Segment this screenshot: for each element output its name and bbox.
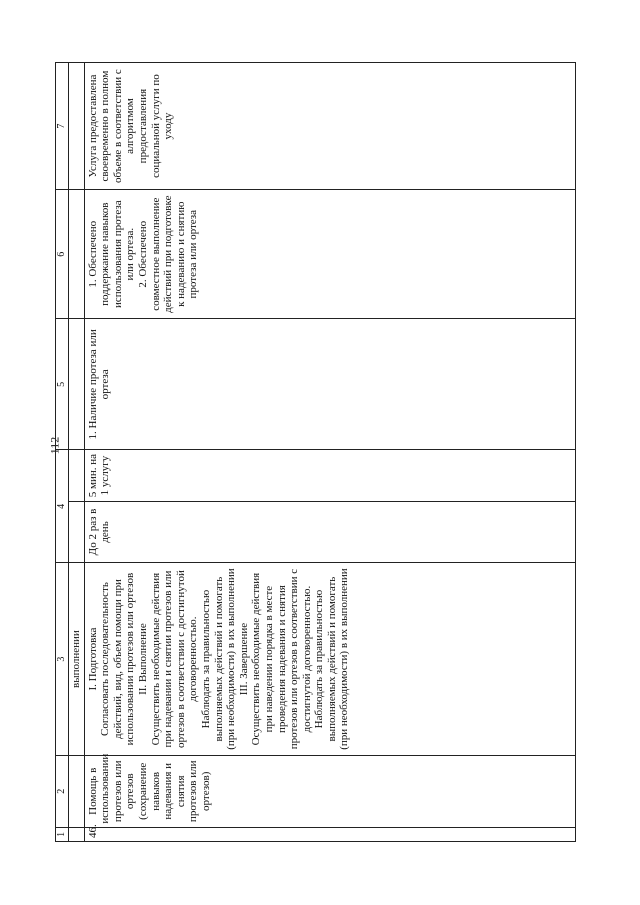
continuation-row [69,63,85,842]
column-number-6: 6 [56,190,69,319]
rotated-table-container [55,62,585,842]
duration-cell: 5 мин. на 1 услугу [84,450,575,501]
quality-cell: Услуга предоставлена своевременно в полном объеме в соответствии с алгоритмом предоставления социальной услуги по уходу [84,63,575,190]
column-number-3: 3 [56,563,69,756]
column-number-2: 2 [56,755,69,827]
continuation-text: выполнении [69,563,85,756]
column-number-row [56,63,69,842]
service-table [55,62,576,842]
row-number: 46. [84,827,575,841]
page-number: 112 [47,436,62,455]
service-name-cell: Помощь в использовании протезов или ортезов (сохранение навыков надевания и снятия протезов или ортезов) [84,755,575,827]
column-number-7: 7 [56,63,69,190]
procedure-cell: I. Подготовка Согласовать последовательность действий, вид, объем помощи при использовании протезов или ортезов II. Выполнение Осуществить необходимые действия при надевании и снятии протезов или ортезов в соответствии с достигнутой договоренностью. Наблюдать за правильностью выполняемых действий и помогать (при необходимости) в их выполнении III. Завершение Осуществить необходимые действия при наведении порядка в месте проведения надевания и снятия протезов или ортезов в соответствии с достигнутой договоренностью. Наблюдать за правильностью выполняемых действий и помогать (при необходимости) в их выполнении [84,563,575,756]
column-number-1: 1 [56,827,69,841]
results-cell: 1. Обеспечено поддержание навыков использования протеза или ортеза. 2. Обеспечено совместное выполнение действий при подготовке к надеванию и снятию протеза или ортеза [84,190,575,319]
frequency-cell: До 2 раз в день [84,501,575,563]
column-number-5: 5 [56,319,69,450]
conditions-cell: 1. Наличие протеза или ортеза [84,319,575,450]
table-row [84,63,575,842]
column-number-4: 4 [56,450,69,563]
